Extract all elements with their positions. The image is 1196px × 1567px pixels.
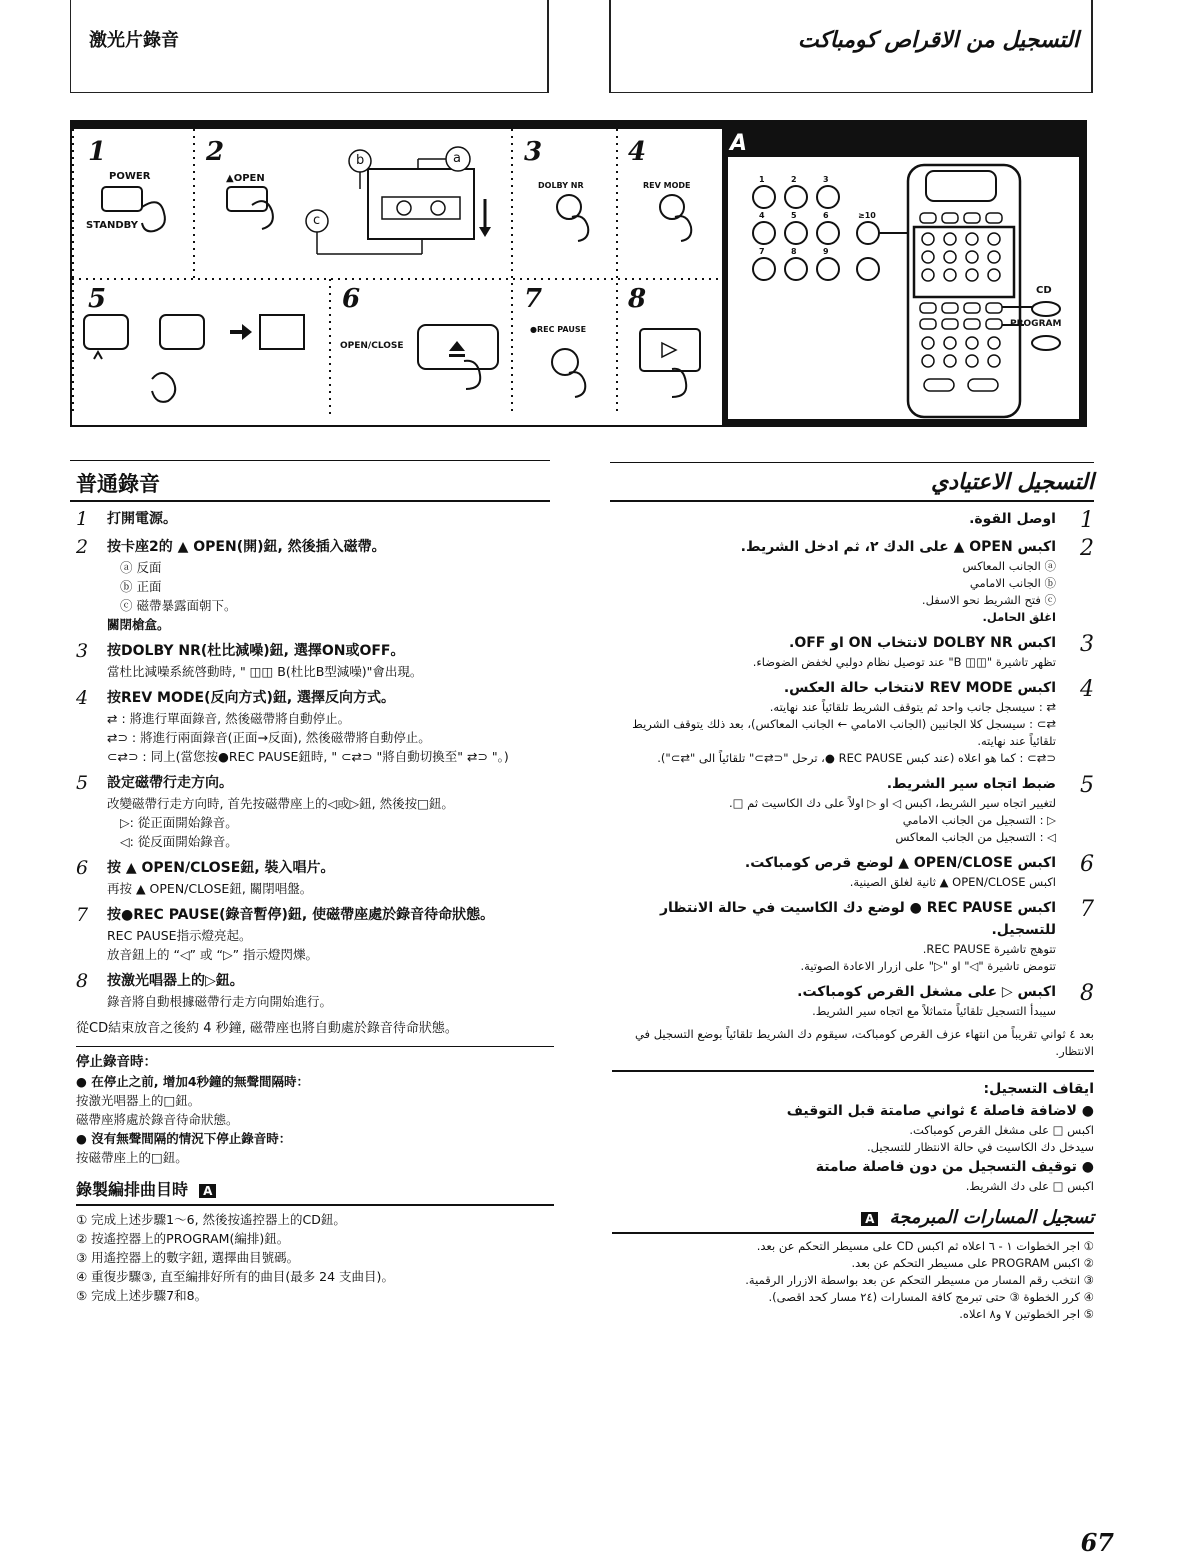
step-number: 7 — [524, 284, 543, 314]
ar-section-heading: التسجيل الاعتيادي — [930, 470, 1094, 495]
panel-a-label: A — [730, 131, 748, 156]
zh-stop-section — [76, 1046, 554, 1167]
number-key-label: 2 — [791, 175, 797, 184]
ar-step — [612, 981, 1094, 1020]
step-item: ⓐ 反面 — [120, 560, 162, 575]
hand-icon-1 — [142, 202, 165, 231]
step-title: اكبس OPEN ▲ على الدك ٢، ثم ادخل الشريط. — [740, 539, 1056, 555]
zh-step — [76, 536, 554, 634]
number-key-label: ≥10 — [858, 211, 876, 220]
step-number: 5 — [76, 772, 89, 794]
open-label: ▲OPEN — [226, 173, 265, 184]
step-number: 2 — [206, 137, 225, 167]
ar-stop-line: اكبس □ على دك الشريط. — [965, 1179, 1094, 1193]
step-extra: 關閉槍盒。 — [107, 617, 170, 632]
ar-stop-sub: ● توقيف التسجيل من دون فاصلة صامتة — [815, 1159, 1094, 1175]
zh-stop-line: ● 在停止之前, 增加4秒鐘的無聲間隔時： — [76, 1074, 310, 1089]
zh-column — [76, 508, 554, 1305]
step-sub: لتغيير اتجاه سير الشريط، اكبس ◁ او ▷ اولاً على دك الكاسيت ثم □. — [729, 796, 1056, 810]
number-key-label: 7 — [759, 247, 765, 256]
zh-program-item: ① 完成上述步驟1～6, 然後按遙控器上的CD鈕。 — [76, 1212, 346, 1227]
step-title: 按 ▲ OPEN/CLOSE鈕, 裝入唱片。 — [107, 860, 335, 876]
step-number: 1 — [88, 137, 107, 167]
ar-stop-line: اكبس □ على مشغل القرص كومباكت. — [909, 1123, 1094, 1137]
cd-key-shape — [1032, 302, 1060, 316]
step-title: ضبط اتجاه سير الشريط. — [886, 776, 1056, 792]
number-key-label: 1 — [759, 175, 765, 184]
badge-a-icon: A — [861, 1212, 878, 1226]
step-number: 4 — [1080, 677, 1094, 702]
step-number: 6 — [76, 857, 89, 879]
step-title: 按激光唱器上的▷鈕。 — [107, 973, 244, 989]
illustration-panel — [70, 120, 1087, 427]
cd-label: CD — [1036, 285, 1052, 296]
step-item: ⇄⊃ : سيسجل كلا الجانبين (الجانب الامامي ← الجانب المعاكس)، بعد ذلك يتوقف الشريط تلقائياً عند نهايته. — [632, 717, 1056, 748]
step-number: 3 — [76, 640, 89, 662]
step-number: 1 — [1080, 508, 1094, 533]
page-number: 67 — [1080, 1528, 1114, 1557]
ar-program-item: ④ كرر الخطوة ③ حتى تبرمج كافة المسارات (٢٤ مسار كحد اقصى). — [768, 1290, 1094, 1304]
ar-stop-sub: ● لاضافة فاصلة ٤ ثواني صامتة قبل التوقيف — [786, 1103, 1094, 1119]
step-number: 8 — [76, 970, 89, 992]
step-title: اكبس DOLBY NR لانتخاب ON او OFF. — [789, 635, 1056, 651]
ar-step — [612, 536, 1094, 626]
number-key-label: 9 — [823, 247, 829, 256]
zh-program-title: 錄製編排曲目時 — [76, 1180, 189, 1199]
step-sub: اكبس OPEN/CLOSE ▲ ثانية لغلق الصينية. — [849, 875, 1056, 889]
zh-program-item: ④ 重復步驟③, 直至編排好所有的曲目(最多 24 支曲目)。 — [76, 1269, 394, 1284]
zh-program-item: ③ 用遙控器上的數字鈕, 選擇曲目號碼。 — [76, 1250, 300, 1265]
badge-a-icon: A — [199, 1184, 216, 1198]
step-number: 7 — [76, 904, 89, 926]
ar-step — [612, 508, 1094, 533]
step-item: ⇄ : سيسجل جانب واحد ثم يتوقف الشريط تلقائياً عند نهايته. — [769, 700, 1056, 714]
ar-step — [612, 632, 1094, 671]
ar-note: بعد ٤ ثواني تقريباً من انتهاء عزف القرص كومباكت، سيقوم دك الشريط تلقائياً بوضع التسجيل في الانتظار. — [634, 1027, 1094, 1058]
ar-step — [612, 852, 1094, 891]
zh-step — [76, 640, 554, 681]
zh-program-list — [76, 1210, 554, 1305]
step-number: 4 — [76, 687, 89, 709]
number-key-label: 3 — [823, 175, 829, 184]
step-sub: سيبدأ التسجيل تلقائياً متماثلاً مع اتجاه سير الشريط. — [812, 1004, 1056, 1018]
step-item: ⇄ : 將進行單面錄音, 然後磁帶將自動停止。 — [107, 711, 351, 726]
step-title: اكبس REV MODE لانتخاب حالة العكس. — [783, 680, 1056, 696]
remote-diagram — [728, 157, 1079, 419]
number-key-label: 6 — [823, 211, 829, 220]
dolby-label: DOLBY NR — [538, 181, 584, 190]
step-title: 按●REC PAUSE(錄音暫停)鈕, 使磁帶座處於錄音待命狀態。 — [107, 907, 495, 923]
step-item: ⊂⇄⊃ : 同上(當您按●REC PAUSE鈕時, " ⊂⇄⊃ "將自動切換至" ⇄⊃ "。) — [107, 749, 509, 764]
step-sub: 改變磁帶行走方向時, 首先按磁帶座上的◁或▷鈕, 然後按□鈕。 — [107, 796, 454, 811]
step-sub: تتومض تاشيرة "◁" او "▷" على ازرار الاعادة الصوتية. — [800, 959, 1056, 973]
step-title: اكبس OPEN/CLOSE ▲ لوضع قرص كومباكت. — [744, 855, 1056, 871]
rev-mode-label: REV MODE — [643, 181, 691, 190]
header-zh — [70, 0, 549, 93]
step-number: 8 — [1080, 981, 1094, 1006]
step-sub: تظهر تاشيرة "◫◫ B" عند توصيل نظام دولبي لخفض الضوضاء. — [752, 655, 1056, 669]
power-button-shape — [102, 187, 142, 211]
step-item: ▷: 從正面開始錄音。 — [120, 815, 238, 830]
zh-heading-rule — [70, 460, 550, 461]
callout-c-label: c — [313, 213, 321, 228]
zh-stop-line: 按磁帶座上的□鈕。 — [76, 1150, 188, 1165]
step-title: اوصل القوة. — [969, 511, 1056, 527]
zh-step — [76, 904, 554, 964]
callout-b-label: b — [356, 153, 365, 168]
ar-heading-rule — [610, 462, 1094, 463]
step-number: 3 — [524, 137, 543, 167]
step-sub: 放音鈕上的 “◁” 或 “▷” 指示燈閃爍。 — [107, 947, 319, 962]
step-number: 6 — [342, 284, 361, 314]
zh-step — [76, 970, 554, 1011]
ar-program-item: ② اكبس PROGRAM على مسيطر التحكم عن بعد. — [851, 1256, 1094, 1270]
ar-program-item: ⑤ اجر الخطوتين ٧ و٨ اعلاه. — [959, 1307, 1094, 1321]
number-key-label: 5 — [791, 211, 797, 220]
ar-heading-underline — [610, 500, 1094, 502]
header-ar-title: التسجيل من الاقراص كومباكت — [797, 28, 1079, 53]
step-title: 按DOLBY NR(杜比減噪)鈕, 選擇ON或OFF。 — [107, 643, 405, 659]
step-sub: تتوهج تاشيرة REC PAUSE. — [922, 942, 1056, 956]
step-sub: REC PAUSE指示燈亮起。 — [107, 928, 252, 943]
step-number: 1 — [76, 508, 89, 530]
step-number: 2 — [76, 536, 89, 558]
standby-label: STANDBY — [86, 220, 138, 231]
step-extra: اغلق الحامل. — [982, 610, 1056, 624]
step-title: 按REV MODE(反向方式)鈕, 選擇反向方式。 — [107, 690, 396, 706]
program-key-shape — [1032, 336, 1060, 350]
step-number: 5 — [88, 284, 107, 314]
number-key-label: 8 — [791, 247, 797, 256]
step-number: 6 — [1080, 852, 1094, 877]
ar-program-list — [612, 1238, 1094, 1323]
header-ar — [609, 0, 1093, 93]
step-title: اكبس REC PAUSE ● لوضع دك الكاسيت في حالة الانتظار للتسجيل. — [659, 900, 1056, 938]
ar-step — [612, 897, 1094, 975]
step-sub: 當杜比減噪系統啓動時, " ◫◫ B(杜比B型減噪)"會出現。 — [107, 664, 423, 679]
ar-column — [612, 508, 1094, 1323]
step-item: ⓐ الجانب المعاكس — [962, 559, 1056, 573]
step-item: ⊂⇄⊃ : كما هو اعلاه (عند كبس REC PAUSE ●، ترحل "⊂⇄⊃" تلقائياً الى "⇄⊃"). — [657, 751, 1056, 765]
zh-program-item: ② 按遙控器上的PROGRAM(編排)鈕。 — [76, 1231, 290, 1246]
ar-stop-title: ايقاف التسجيل: — [983, 1081, 1094, 1097]
ar-program-item: ③ انتخب رقم المسار من مسيطر التحكم عن بعد بواسطة الازرار الرقمية. — [745, 1273, 1094, 1287]
step-title: اكبس ▷ على مشغل القرص كومباكت. — [797, 984, 1056, 1000]
callout-a-label: a — [453, 151, 461, 166]
step-number: 7 — [1080, 897, 1094, 922]
cd-play-button-shape — [640, 329, 700, 371]
rec-pause-label: ●REC PAUSE — [530, 325, 587, 334]
step-sub: 錄音將自動根據磁帶行走方向開始進行。 — [107, 994, 333, 1009]
ar-program-item: ① اجر الخطوات ١ - ٦ اعلاه ثم اكبس CD على مسيطر التحكم عن بعد. — [756, 1239, 1094, 1253]
zh-program-heading — [76, 1177, 554, 1206]
zh-step — [76, 772, 554, 851]
remote-body — [908, 165, 1020, 417]
zh-stop-line: 按激光唱器上的□鈕。 — [76, 1093, 201, 1108]
rec-pause-knob-shape — [552, 349, 578, 375]
ar-step — [612, 677, 1094, 767]
ar-program-heading — [612, 1207, 1094, 1234]
zh-stop-title: 停止錄音時： — [76, 1054, 157, 1070]
zh-step — [76, 508, 554, 530]
header-zh-title: 激光片錄音 — [89, 30, 179, 51]
steps-diagram — [72, 129, 722, 416]
step-item: ◁: 從反面開始錄音。 — [120, 834, 238, 849]
step-number: 8 — [628, 284, 647, 314]
play-button-shape — [160, 315, 204, 349]
panel-a — [722, 129, 1085, 425]
step-item: ▷ : التسجيل من الجانب الامامي — [902, 813, 1056, 827]
step-item: ⓑ 正面 — [120, 579, 162, 594]
zh-note: 從CD結束放音之後約 4 秒鐘, 磁帶座也將自動處於錄音待命狀態。 — [76, 1021, 458, 1036]
ar-stop-section — [612, 1070, 1094, 1195]
zh-stop-line: 磁帶座將處於錄音待命狀態。 — [76, 1112, 239, 1127]
step-title: 打開電源。 — [107, 511, 177, 527]
step-number: 4 — [628, 137, 647, 167]
ar-stop-line: سيدخل دك الكاسيت في حالة الانتظار للتسجيل. — [866, 1140, 1094, 1154]
rewind-button-shape — [84, 315, 128, 349]
open-button-shape — [227, 187, 267, 211]
open-close-label: OPEN/CLOSE — [340, 341, 404, 351]
hand-icon-5 — [152, 373, 175, 402]
program-label: PROGRAM — [1010, 319, 1062, 329]
step-number: 5 — [1080, 773, 1094, 798]
number-key-label: 4 — [759, 211, 765, 220]
ar-step — [612, 773, 1094, 846]
step-title: 按卡座2的 ▲ OPEN(開)鈕, 然後插入磁帶。 — [107, 539, 386, 555]
ar-program-title: تسجيل المسارات المبرمجة — [889, 1207, 1094, 1228]
step-item: ⇄⊃ : 將進行兩面錄音(正面→反面), 然後磁帶將自動停止。 — [107, 730, 431, 745]
zh-program-item: ⑤ 完成上述步驟7和8。 — [76, 1288, 208, 1303]
zh-step — [76, 687, 554, 766]
step-number: 3 — [1080, 632, 1094, 657]
zh-heading-underline — [70, 500, 550, 502]
step-number: 2 — [1080, 536, 1094, 561]
zh-step — [76, 857, 554, 898]
step-item: ⓒ 磁帶暴露面朝下。 — [120, 598, 237, 613]
zh-stop-line: ● 沒有無聲間隔的情況下停止錄音時： — [76, 1131, 292, 1146]
stop-button-shape — [260, 315, 304, 349]
zh-section-heading: 普通錄音 — [76, 472, 160, 496]
step-title: 設定磁帶行走方向。 — [107, 775, 233, 791]
step-item: ⓑ الجانب الامامي — [969, 576, 1056, 590]
power-label: POWER — [109, 171, 151, 182]
step-item: ◁ : التسجيل من الجانب المعاكس — [895, 830, 1056, 844]
step-sub: 再按 ▲ OPEN/CLOSE鈕, 關閉唱盤。 — [107, 881, 313, 896]
step-item: ⓒ فتح الشريط نحو الاسفل. — [921, 593, 1056, 607]
